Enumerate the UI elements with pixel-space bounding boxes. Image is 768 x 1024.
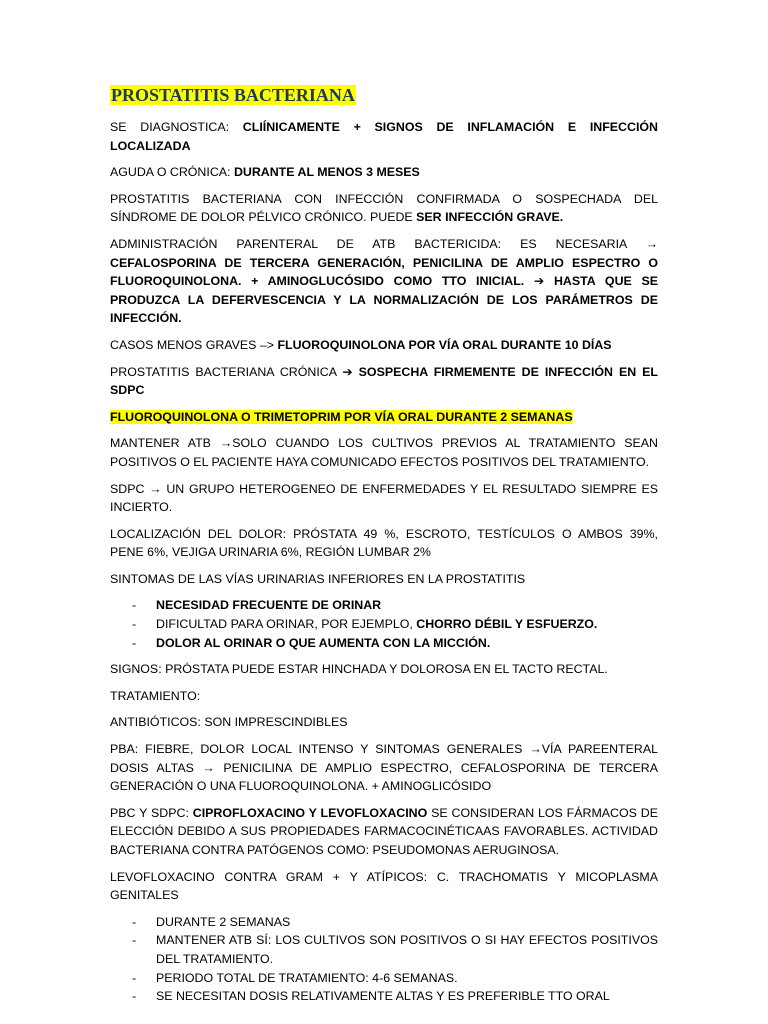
paragraph-pbc-sdpc [110, 804, 658, 860]
paragraph-sdpc: SDPC → UN GRUPO HETEROGENEO DE ENFERMEDADES Y EL RESULTADO SIEMPRE ES INCIERTO. [110, 481, 658, 515]
list1-item2-bold: CHORRO DÉBIL Y ESFUERZO. [416, 617, 598, 632]
list-item: - PERIODO TOTAL DE TRATAMIENTO: 4-6 SEMANAS. [110, 969, 658, 988]
p1-label: SE DIAGNOSTICA: [110, 120, 243, 134]
list-item: - MANTENER ATB SÍ: LOS CULTIVOS SON POSITIVOS O SI HAY EFECTOS POSITIVOS DEL TRATAMIENTO. [110, 931, 658, 968]
p2-bold: DURANTE AL MENOS 3 MESES [233, 165, 420, 180]
list-item [110, 596, 658, 615]
list-item [110, 615, 658, 634]
paragraph-diagnosis [110, 118, 658, 155]
paragraph-acute-chronic [110, 163, 658, 182]
paragraph-highlight-treatment [110, 408, 658, 427]
list-item: - DURANTE 2 SEMANAS [110, 913, 658, 932]
treatment-list [110, 913, 658, 1006]
paragraph-signs: SIGNOS: PRÓSTATA PUEDE ESTAR HINCHADA Y DOLOROSA EN EL TACTO RECTAL. [110, 662, 608, 677]
p4-bold: CEFALOSPORINA DE TERCERA GENERACIÓN, PENICILINA DE AMPLIO ESPECTRO O FLUOROQUINOLONA. + AMINOGLUCÓSIDO COMO TTO INICIAL. ➔ HASTA QUE SE PRODUZCA LA DEFERVESCENCIA Y LA NORMALIZACIÓN DE LOS PARÁMETROS DE INFECCIÓN. [110, 255, 658, 326]
paragraph-pba: PBA: FIEBRE, DOLOR LOCAL INTENSO Y SINTOMAS GENERALES →VÍA PAREENTERAL DOSIS ALTAS → PENICILINA DE AMPLIO ESPECTRO, CEFALOSPORINA DE TERCERA GENERACIÓN O UNA FLUOROQUINOLONA. + AMINOGLICÓSIDO [110, 742, 658, 794]
list-item: - SE NECESITAN DOSIS RELATIVAMENTE ALTAS Y ES PREFERIBLE TTO ORAL [110, 987, 658, 1006]
p3-bold: SER INFECCIÓN GRAVE. [416, 210, 564, 225]
paragraph-symptoms-heading: SINTOMAS DE LAS VÍAS URINARIAS INFERIORES EN LA PROSTATITIS [110, 571, 526, 586]
p16-bold: CIPROFLOXACINO Y LEVOFLOXACINO [192, 805, 428, 820]
paragraph-parenteral [110, 235, 658, 328]
paragraph-antibiotics: ANTIBIÓTICOS: SON IMPRESCINDIBLES [110, 715, 348, 730]
p3-text: PROSTATITIS BACTERIANA CON INFECCIÓN CONFIRMADA O SOSPECHADA DEL SÍNDROME DE DOLOR PÉLVICO CRÓNICO. PUEDE [110, 191, 658, 225]
p5-text: CASOS MENOS GRAVES –> [110, 337, 278, 352]
paragraph-less-severe [110, 336, 658, 355]
p7-highlight: FLUOROQUINOLONA O TRIMETOPRIM POR VÍA ORAL DURANTE 2 SEMANAS [110, 409, 573, 424]
list1-item3-bold: DOLOR AL ORINAR O QUE AUMENTA CON LA MICCIÓN. [156, 635, 491, 650]
symptoms-list [110, 596, 658, 652]
p6-bold: SOSPECHA FIRMEMENTE DE INFECCIÓN EN EL SDPC [110, 364, 658, 398]
paragraph-treatment-heading: TRATAMIENTO: [110, 688, 201, 703]
list1-item2-text: DIFICULTAD PARA ORINAR, POR EJEMPLO, [156, 617, 417, 632]
p5-bold: FLUOROQUINOLONA POR VÍA ORAL DURANTE 10 DÍAS [277, 337, 612, 352]
p4-text: ADMINISTRACIÓN PARENTERAL DE ATB BACTERICIDA: ES NECESARIA → [110, 236, 658, 251]
document-body [110, 84, 658, 1014]
page-title [110, 84, 658, 106]
list-item [110, 634, 658, 653]
list1-item1-bold: NECESIDAD FRECUENTE DE ORINAR [156, 598, 382, 613]
paragraph-maintain-atb: MANTENER ATB →SOLO CUANDO LOS CULTIVOS PREVIOS AL TRATAMIENTO SEAN POSITIVOS O EL PACIENTE HAYA COMUNICADO EFECTOS POSITIVOS DEL TRATAMIENTO. [110, 436, 658, 469]
p6-text: PROSTATITIS BACTERIANA CRÓNICA ➔ [110, 364, 359, 379]
paragraph-levofloxacino: LEVOFLOXACINO CONTRA GRAM + Y ATÍPICOS: C. TRACHOMATIS Y MICOPLASMA GENITALES [110, 869, 658, 903]
p1-bold: CLIÍNICAMENTE + SIGNOS DE INFLAMACIÓN E INFECCIÓN LOCALIZADA [110, 120, 658, 153]
paragraph-chronic-pain [110, 190, 658, 227]
paragraph-pain-location: LOCALIZACIÓN DEL DOLOR: PRÓSTATA 49 %, ESCROTO, TESTÍCULOS O AMBOS 39%, PENE 6%, VEJIGA URINARIA 6%, REGIÓN LUMBAR 2% [110, 526, 658, 560]
title-highlight: PROSTATITIS BACTERIANA [111, 85, 355, 105]
p16-text2: SE CONSIDERAN LOS FÁRMACOS DE ELECCIÓN DEBIDO A SUS PROPIEDADES FARMACOCINÉTICAAS FAVORABLES. ACTIVIDAD BACTERIANA CONTRA PATÓGENOS COMO: PSEUDOMONAS AERUGINOSA. [110, 805, 658, 857]
p16-text1: PBC Y SDPC: [110, 805, 193, 820]
paragraph-chronic-bacterial [110, 363, 658, 400]
p2-label: AGUDA O CRÓNICA: [110, 165, 234, 180]
